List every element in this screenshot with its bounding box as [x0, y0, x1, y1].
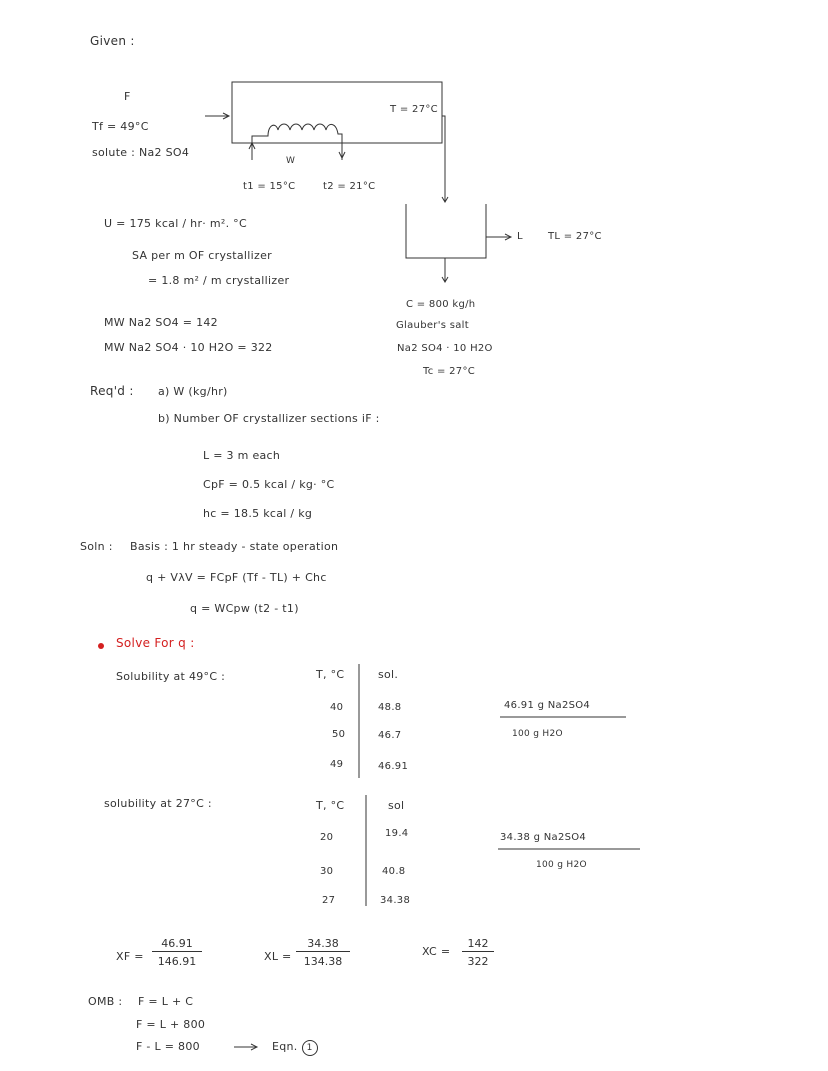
- xf-fraction: [152, 937, 202, 968]
- table49-header-temp: T, °C: [316, 668, 345, 681]
- table27-row2-temp: 30: [320, 866, 334, 877]
- table49-row1-temp: 40: [330, 702, 344, 713]
- table49-header-sol: sol.: [378, 668, 399, 681]
- heat-of-crystallization: hc = 18.5 kcal / kg: [203, 507, 313, 520]
- xf-numerator: 46.91: [152, 937, 202, 952]
- table49-row2-sol: 46.7: [378, 730, 402, 741]
- xc-numerator: 142: [462, 937, 494, 952]
- crystal-name: Glauber's salt: [396, 320, 469, 331]
- surface-area-line1: SA per m OF crystallizer: [132, 249, 272, 262]
- equation-reference: [272, 1040, 318, 1056]
- omb-line2: F = L + 800: [136, 1018, 206, 1031]
- feed-temperature: Tf = 49°C: [92, 120, 149, 133]
- solubility-27-result-den: 100 g H2O: [536, 860, 587, 870]
- required-label: Req'd :: [90, 384, 134, 398]
- settler-box: [406, 204, 486, 258]
- solubility-49-label: Solubility at 49°C :: [116, 670, 226, 683]
- surface-area-line2: = 1.8 m² / m crystallizer: [148, 274, 290, 287]
- table49-row3-sol: 46.91: [378, 761, 409, 772]
- solubility-27-result-num: 34.38 g Na2SO4: [500, 832, 587, 843]
- feed-heat-capacity: CpF = 0.5 kcal / kg· °C: [203, 478, 335, 491]
- heat-load-equation: q = WCpw (t2 - t1): [190, 602, 299, 615]
- omb-label: OMB :: [88, 995, 123, 1008]
- table27-header-sol: sol: [388, 799, 405, 812]
- solute-label: solute : Na2 SO4: [92, 146, 190, 159]
- solubility-49-result-den: 100 g H2O: [512, 729, 563, 739]
- feed-label: F: [124, 90, 131, 103]
- bullet-icon: [98, 643, 104, 649]
- section-length: L = 3 m each: [203, 449, 281, 462]
- xf-label: XF =: [116, 950, 144, 963]
- table27-row1-sol: 19.4: [385, 828, 409, 839]
- xl-denominator: 134.38: [303, 955, 343, 968]
- solution-label: Soln :: [80, 540, 113, 553]
- table49-row2-temp: 50: [332, 729, 346, 740]
- table27-header-temp: T, °C: [316, 799, 345, 812]
- u-value: U = 175 kcal / hr· m². °C: [104, 217, 247, 230]
- table27-row3-temp: 27: [322, 895, 336, 906]
- xf-denominator: 146.91: [157, 955, 197, 968]
- xl-fraction: [296, 937, 350, 968]
- equation-number: 1: [302, 1040, 318, 1056]
- xc-denominator: 322: [467, 955, 489, 968]
- water-outlet-temp: t2 = 21°C: [323, 181, 376, 192]
- cooling-coil: [252, 124, 342, 160]
- liquor-temp: TL = 27°C: [548, 231, 602, 242]
- equation-label: Eqn.: [272, 1040, 298, 1053]
- omb-line1: F = L + C: [138, 995, 194, 1008]
- given-heading: Given :: [90, 34, 135, 48]
- omb-line3: F - L = 800: [136, 1040, 200, 1053]
- xl-numerator: 34.38: [296, 937, 350, 952]
- water-label: W: [286, 156, 296, 166]
- crystal-temp: Tc = 27°C: [423, 366, 476, 377]
- table27-row1-temp: 20: [320, 832, 334, 843]
- xl-label: XL =: [264, 950, 292, 963]
- energy-balance-equation: q + VλV = FCpF (Tf - TL) + Chc: [146, 571, 327, 584]
- basis-line: Basis : 1 hr steady - state operation: [130, 540, 339, 553]
- table49-row1-sol: 48.8: [378, 702, 402, 713]
- solve-heading: Solve For q :: [116, 636, 195, 650]
- solubility-49-result-num: 46.91 g Na2SO4: [504, 700, 591, 711]
- table27-row2-sol: 40.8: [382, 866, 406, 877]
- crystal-formula: Na2 SO4 · 10 H2O: [397, 343, 493, 354]
- liquor-label: L: [517, 231, 523, 242]
- xc-label: XC =: [422, 945, 451, 958]
- table27-row3-sol: 34.38: [380, 895, 411, 906]
- solubility-27-label: solubility at 27°C :: [104, 797, 212, 810]
- mw-sodium-sulfate: MW Na2 SO4 = 142: [104, 316, 218, 329]
- mw-glaubers-salt: MW Na2 SO4 · 10 H2O = 322: [104, 341, 273, 354]
- required-a: a) W (kg/hr): [158, 385, 228, 398]
- table49-row3-temp: 49: [330, 759, 344, 770]
- required-b: b) Number OF crystallizer sections iF :: [158, 412, 380, 425]
- crystal-rate: C = 800 kg/h: [406, 299, 476, 310]
- xc-fraction: [462, 937, 494, 968]
- outlet-temp: T = 27°C: [390, 104, 438, 115]
- water-inlet-temp: t1 = 15°C: [243, 181, 296, 192]
